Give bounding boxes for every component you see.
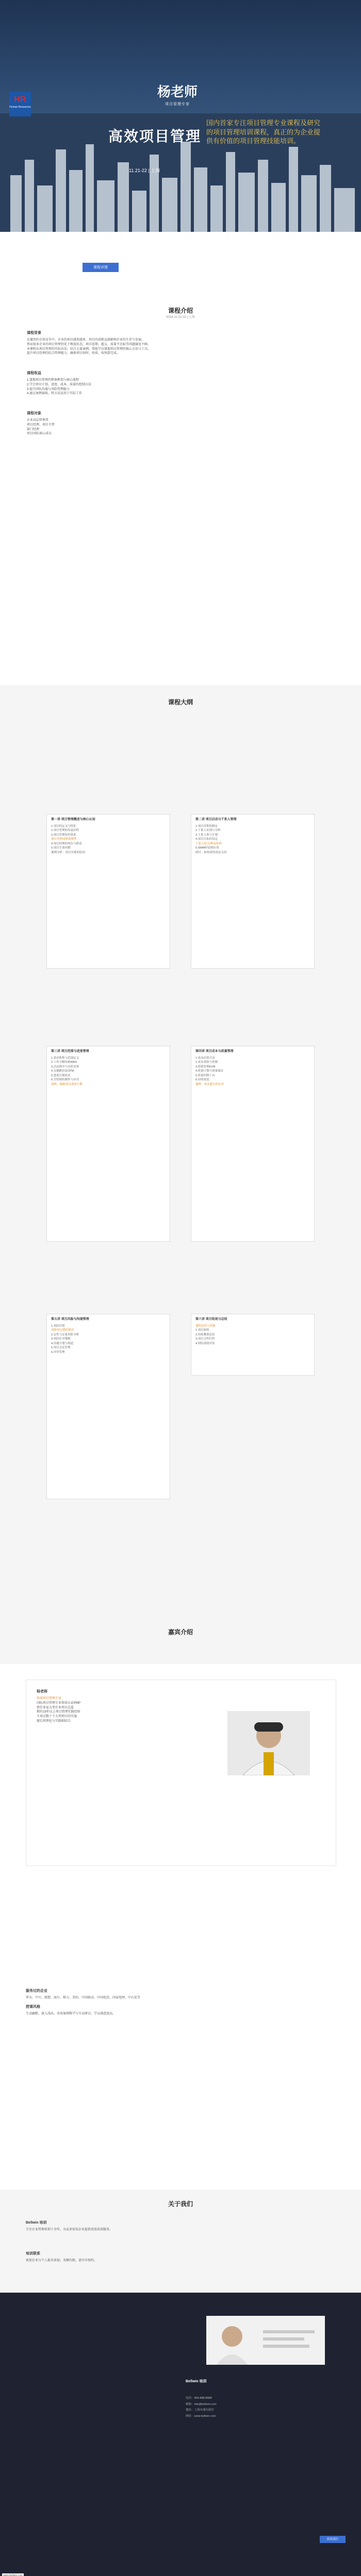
module-row: 2.经验教训总结 xyxy=(195,1333,215,1336)
outline-module-1 xyxy=(46,814,170,969)
module-highlight: 课程总结与答疑 xyxy=(195,1324,216,1328)
footer xyxy=(0,2293,361,2576)
outline-module-4 xyxy=(191,1046,315,1242)
module-title: 第六讲 项目收尾与总结 xyxy=(195,1318,227,1321)
style-text: 生动幽默、深入浅出，善用案例教学与互动研讨，学员满意度高。 xyxy=(26,2012,116,2015)
course-audience-line: 部门经理 xyxy=(27,428,40,431)
about-contact-heading: 培训联系 xyxy=(26,2252,40,2256)
course-background-line: 然而很多企业的项目管理仍处于粗放状态，项目延期、超支、质量不达标等问题屡见不鲜。 xyxy=(27,343,151,346)
course-goal-line: 4.通过案例演练，将方法运用于实际工作 xyxy=(27,392,83,396)
module-row: 3.挣值管理EVM xyxy=(195,1065,216,1069)
course-background-heading: 课程背景 xyxy=(27,331,41,335)
services-text: 华为、中兴、联想、海尔、格力、美的、中国移动、中国电信、国家电网、中石化等 xyxy=(26,1996,141,2000)
module-row: 2.定性与定量风险分析 xyxy=(51,1333,79,1336)
module-row: 4.沟通计划与渠道 xyxy=(51,1342,74,1345)
teacher-badge xyxy=(157,82,198,107)
footer-line: 邮箱：info@bellwin.com xyxy=(186,2402,217,2406)
footer-contact-button[interactable]: 联系我们 xyxy=(320,2536,346,2543)
about-company-heading: Bellwin 培训 xyxy=(26,2221,47,2225)
module-highlight: 项目管理成熟度模型 xyxy=(51,838,77,841)
course-goal-line: 1.掌握项目管理的整体框架与核心流程 xyxy=(27,379,79,382)
module-row: 5.项目生命周期 xyxy=(51,846,71,850)
course-goal-line: 2.学会项目计划、进度、成本、质量的控制方法 xyxy=(27,383,92,386)
module-row: 1.项目章程的制定 xyxy=(195,824,218,828)
course-intro-date: 2024-11-21-22 | 上海 xyxy=(166,316,195,319)
module-row: 1.项目的定义与特征 xyxy=(51,824,76,828)
course-goals-heading: 课程收益 xyxy=(27,371,41,375)
hero-banner xyxy=(0,0,361,232)
module-highlight: 案例：成本超支的应对 xyxy=(195,1082,224,1086)
teacher-intro-line: 主导过数十个大型项目的实施 xyxy=(37,1715,77,1718)
style-heading: 授课风格 xyxy=(26,2005,40,2009)
logo-text: HR xyxy=(14,95,26,104)
module-row: 5.进度压缩技术 xyxy=(51,1074,71,1077)
footer-line: 电话：400-888-8888 xyxy=(186,2397,212,2400)
footer-lines xyxy=(186,2396,217,2419)
module-row: 研讨：如何获得高层支持 xyxy=(195,851,227,854)
module-title: 第五讲 项目风险与沟通管理 xyxy=(51,1318,89,1321)
module-row: 4.质量计划与质量保证 xyxy=(195,1070,224,1073)
module-row: 5.质量控制工具 xyxy=(195,1074,215,1077)
about-contact-text: 欢迎企业与个人报名参加，名额有限，请尽早预约。 xyxy=(26,2259,97,2263)
module-title: 第二讲 项目启动与干系人管理 xyxy=(195,818,237,821)
module-row: 5.项目会议管理 xyxy=(51,1346,71,1350)
module-row: 4.团队绩效评估 xyxy=(195,1342,215,1345)
course-audience xyxy=(27,411,336,436)
teacher-card-name: 杨老师 xyxy=(37,1690,47,1693)
footer-promo-image xyxy=(206,2316,325,2365)
module-row: 5.SMART原则应用 xyxy=(195,846,219,850)
hero-date: 11.21-22 | 上海 xyxy=(129,168,160,173)
teacher-intro-line: 国际项目管理专业资质认证PMP xyxy=(37,1701,81,1705)
module-row: 3.风险应对策略 xyxy=(51,1337,71,1341)
module-row: 2.成本预算与控制 xyxy=(195,1061,218,1064)
course-audience-line: 企业高层管理者 xyxy=(27,419,49,422)
module-highlight: 演练：编制项目进度计划 xyxy=(51,1082,83,1086)
module-row: 6.甘特图的制作与应用 xyxy=(51,1078,79,1082)
course-goals xyxy=(27,371,336,396)
outline-module-3 xyxy=(46,1046,170,1242)
hero-title: 高效项目管理 xyxy=(108,128,202,144)
module-row: 3.项目管理知识体系 xyxy=(51,833,76,837)
module-row: 4.关键路径法CPM xyxy=(51,1070,74,1073)
module-row: 6.冲突管理 xyxy=(51,1350,65,1354)
footer-line: 地址：上海市浦东新区 xyxy=(186,2409,215,2412)
detail-button-row xyxy=(0,232,361,294)
module-highlight: 干系人权力/利益矩阵 xyxy=(195,842,222,845)
course-audience-heading: 课程对象 xyxy=(27,412,41,415)
course-audience-line: 项目团队核心成员 xyxy=(27,432,52,436)
hero-tagline: 国内首家专注项目管理专业课程及研究的项目管理培训课程，真正的为企业提供有价值的项目管理技能培训。 xyxy=(206,119,321,145)
teacher-photo xyxy=(227,1711,310,1775)
about-contact xyxy=(26,2251,335,2263)
course-background xyxy=(27,331,336,356)
teacher-name: 杨老师 xyxy=(157,84,198,99)
module-title: 第三讲 项目范围与进度管理 xyxy=(51,1050,89,1053)
teacher-subtitle: 项目管理专家 xyxy=(165,102,190,106)
logo-sub: Human Resources xyxy=(9,106,31,109)
module-row: 1.成本估算方法 xyxy=(195,1056,215,1060)
hr-logo xyxy=(9,92,31,116)
course-detail-button[interactable]: 课程详情 xyxy=(83,263,119,272)
outline-module-5 xyxy=(46,1314,170,1499)
services-heading: 服务过的企业 xyxy=(26,1989,47,1993)
module-row: 3.项目文档归档 xyxy=(195,1337,215,1341)
module-title: 第一讲 项目管理概述与核心认知 xyxy=(51,818,95,821)
about-section xyxy=(0,2190,361,2293)
module-row: 4.项目目标的设定 xyxy=(195,838,218,841)
module-row: 2.干系人识别与分析 xyxy=(195,829,221,833)
module-row: 1.项目验收 xyxy=(195,1329,209,1332)
course-goal-line: 3.提升团队沟通与风险管理能力 xyxy=(27,387,70,391)
footer-line: 网址：www.bellwin.com xyxy=(186,2414,216,2418)
course-background-line: 本课程从项目管理的实际出发，结合大量案例，帮助学员掌握项目管理的核心方法与工具， xyxy=(27,347,151,351)
module-row: 案例分析：项目失败的原因 xyxy=(51,851,86,854)
module-row: 2.工作分解结构WBS xyxy=(51,1061,77,1064)
about-company xyxy=(26,2221,335,2232)
teacher-section-title: 嘉宾介绍 xyxy=(168,1629,193,1636)
about-company-text: 专注企业管理培训十余年，为众多知名企业提供优质培训服务。 xyxy=(26,2228,113,2232)
module-row: 3.干系人参与计划 xyxy=(195,833,218,837)
teacher-intro-line: 曾任多家大型企业项目总监 xyxy=(37,1706,74,1709)
about-title: 关于我们 xyxy=(168,2200,193,2208)
module-row: 6.持续改进 xyxy=(195,1078,209,1082)
footer-title: Bellwin 培训 xyxy=(186,2380,207,2383)
module-row: 3.活动排序与历时估算 xyxy=(51,1065,79,1069)
outline-module-6 xyxy=(191,1314,315,1376)
course-intro-title: 课程介绍 xyxy=(168,307,193,314)
module-row: 2.项目管理的发展历程 xyxy=(51,829,79,833)
outline-module-2 xyxy=(191,814,315,969)
outline-title: 课程大纲 xyxy=(168,699,193,706)
teacher-intro-line: 拥有15年以上项目管理实践经验 xyxy=(37,1710,80,1714)
teacher-info xyxy=(37,1689,212,1723)
teacher-card xyxy=(26,1680,336,1866)
module-row: 4.项目经理的角色与职责 xyxy=(51,842,82,845)
teacher-intro-line: 擅长将理论与实践相结合 xyxy=(37,1719,71,1723)
course-audience-line: 项目经理、项目主管 xyxy=(27,423,55,427)
course-background-line: 提升项目经理的综合管理能力，确保项目按时、按质、按预算完成。 xyxy=(27,352,120,355)
module-title: 第四讲 项目成本与质量管理 xyxy=(195,1050,234,1053)
corner-url[interactable]: www.bellwin.com xyxy=(2,2573,24,2576)
outline-section xyxy=(0,685,361,1664)
teacher-card-role: 资深项目管理专家 xyxy=(37,1697,62,1701)
course-background-line: 在激烈的市场竞争中，企业的项目越来越多，项目的成败直接影响企业的生存与发展。 xyxy=(27,338,145,342)
module-highlight: 风险登记册的使用 xyxy=(51,1329,74,1332)
module-row: 1.风险识别 xyxy=(51,1324,65,1328)
teacher-extra xyxy=(26,1989,335,2016)
module-row: 1.需求收集与范围定义 xyxy=(51,1056,79,1060)
